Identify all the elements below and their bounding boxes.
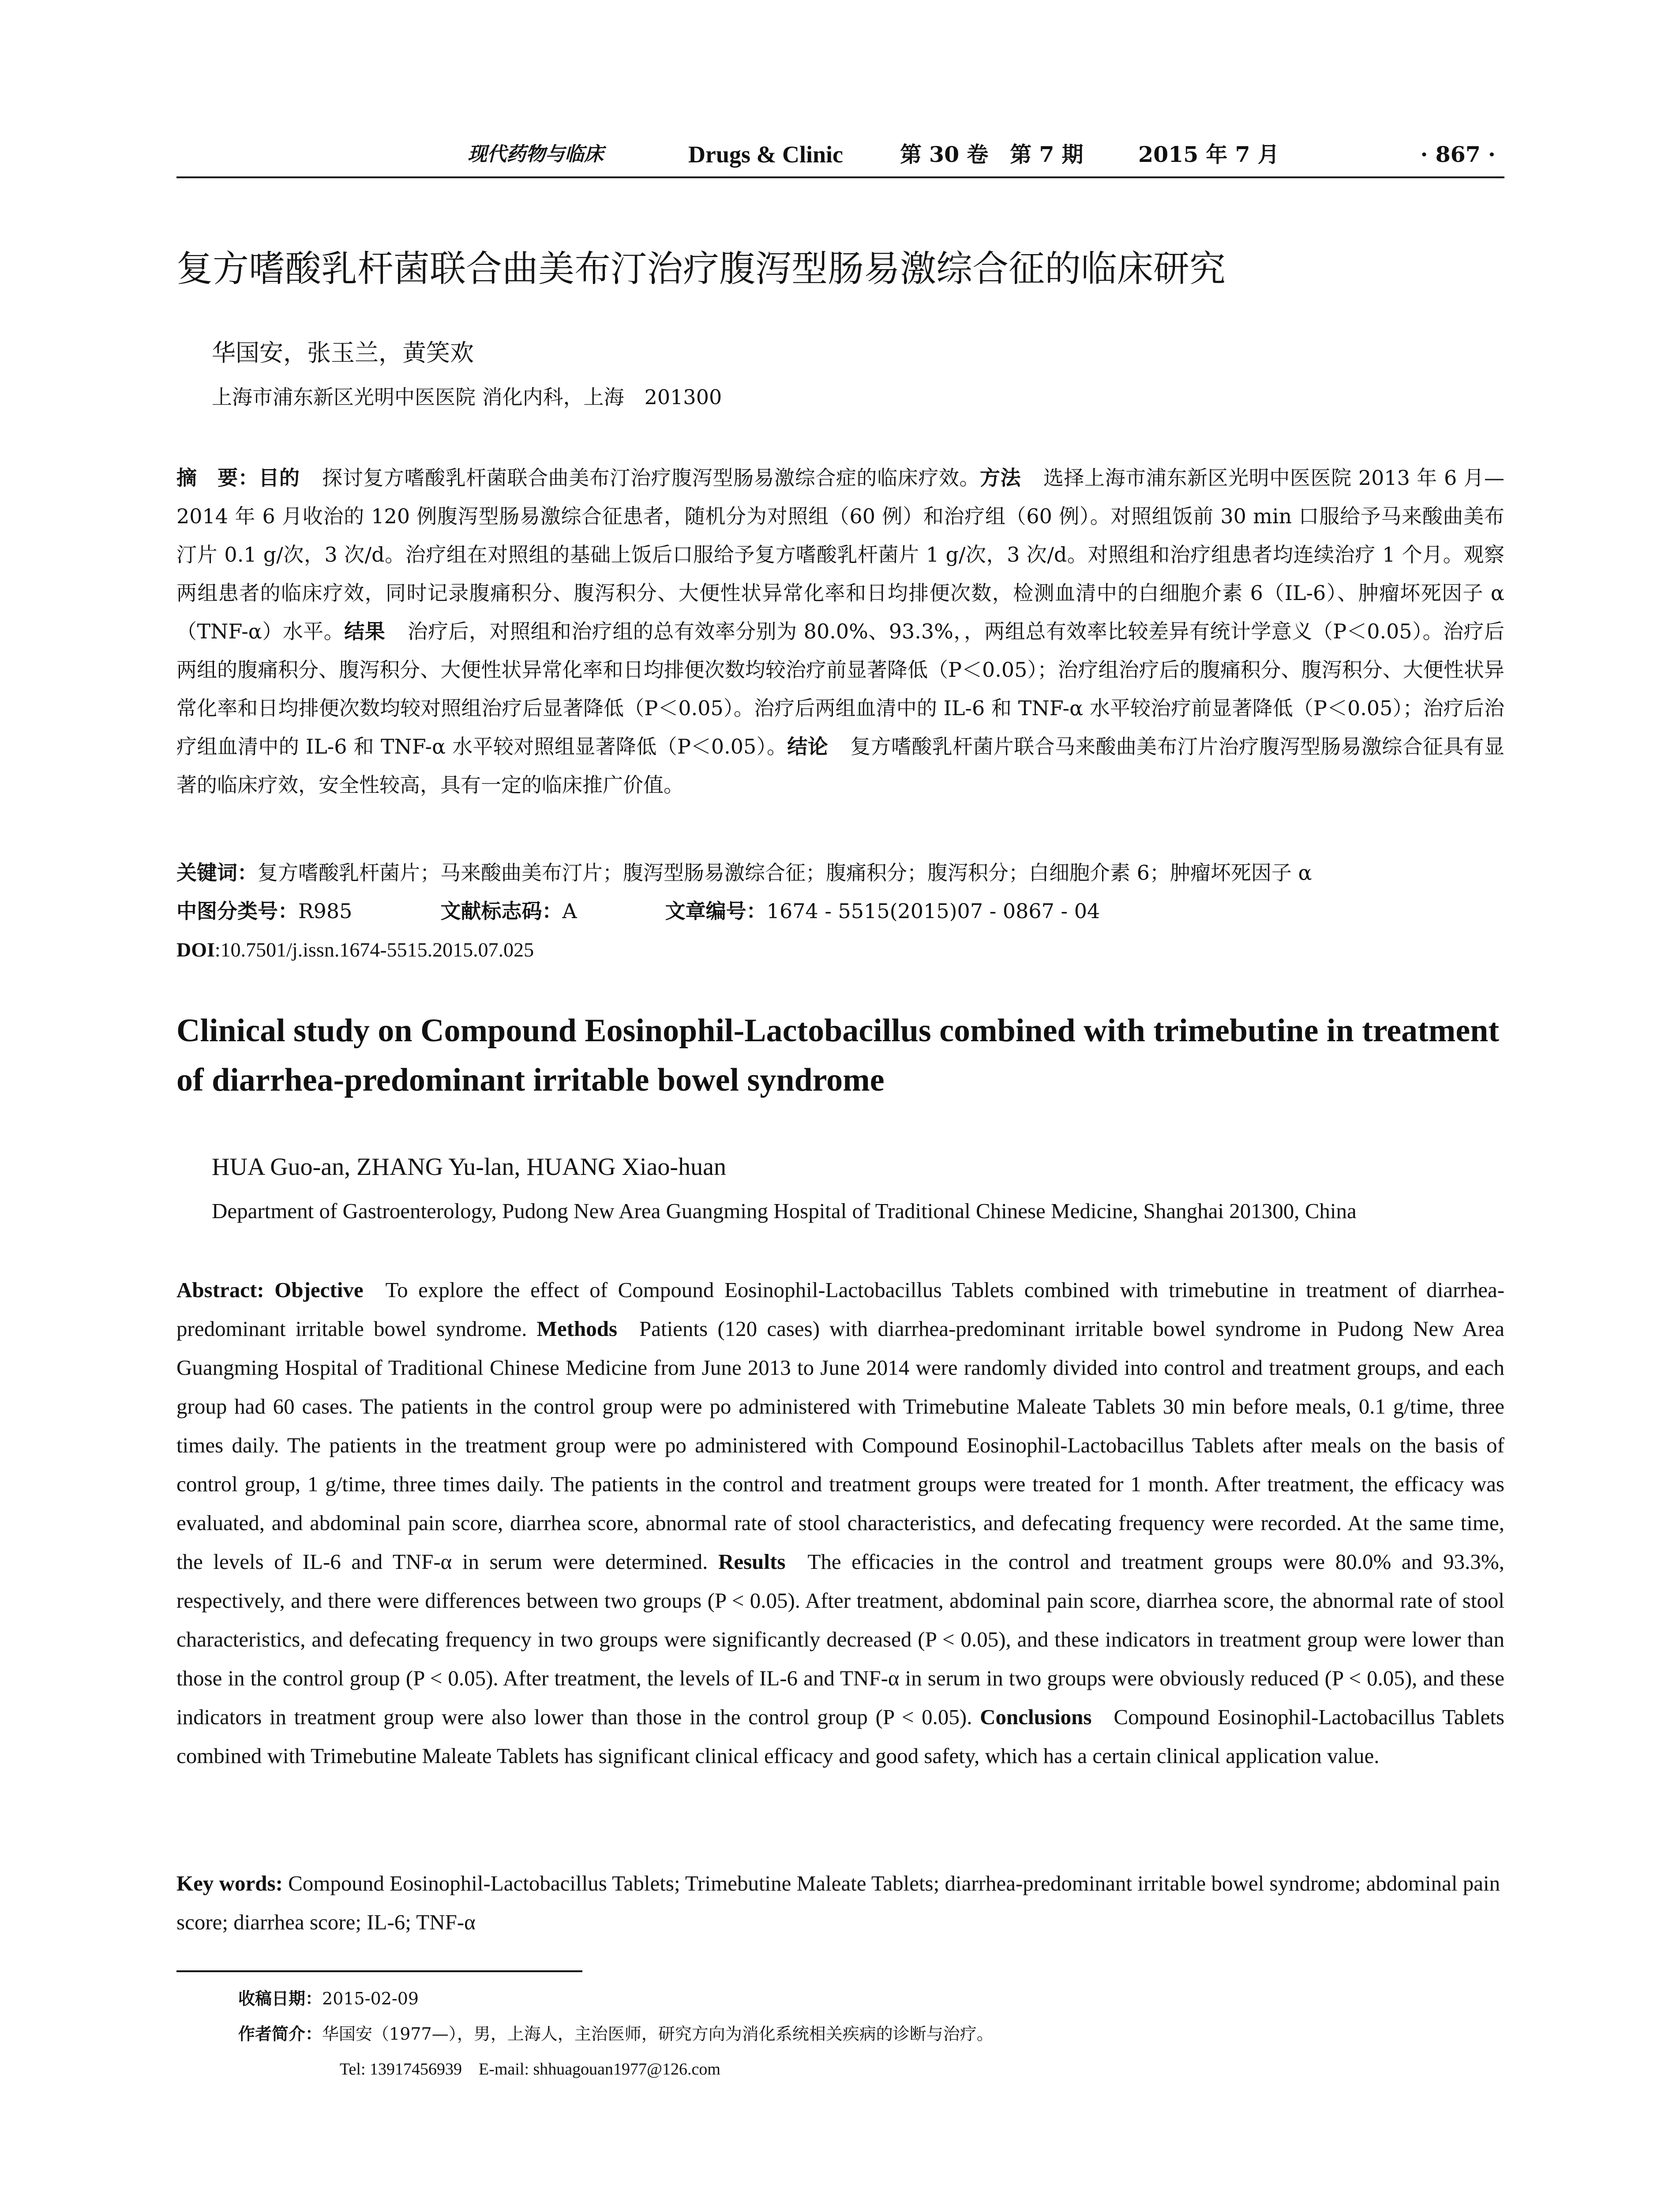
english-abstract [176, 1271, 1504, 1775]
keywords-text-en: Compound Eosinophil-Lactobacillus Tablets; Trimebutine Maleate Tablets; diarrhea-predominant irritable bowel syndrome; abdominal pain score; diarrhea score; IL-6; TNF-α [176, 1871, 1500, 1934]
journal-name-cn: 现代药物与临床 [468, 143, 604, 165]
received-label: 收稿日期： [238, 1989, 322, 2008]
methods-label-en: Methods [536, 1317, 618, 1341]
journal-name-en: Drugs & Clinic [688, 141, 843, 168]
page-number: · 867 · [1420, 142, 1496, 167]
objective-label-cn: 目的 [259, 466, 300, 490]
results-text-en: The efficacies in the control and treatment groups were 80.0% and 93.3%, respectively, and there were differences between two groups (P < 0.05). After treatment, abdominal pain score, diarrhea score, the abnormal rate of stool characteristics, and defecating frequency in two groups were significantly decreased (P < 0.05), and these indicators in treatment group were lower than those in the control group (P < 0.05). After treatment, the levels of IL-6 and TNF-α in serum in two groups were obviously reduced (P < 0.05), and these indicators in treatment group were also lower than those in the control group (P < 0.05). [176, 1549, 1504, 1729]
methods-text-en: Patients (120 cases) with diarrhea-predominant irritable bowel syndrome in Pudong New Area Guangming Hospital of Traditional Chinese Medicine from June 2013 to June 2014 were randomly divided into control and treatment groups, and each group had 60 cases. The patients in the control group were po administered with Trimebutine Maleate Tablets 30 min before meals, 0.1 g/time, three times daily. The patients in the treatment group were po administered with Compound Eosinophil-Lactobacillus Tablets after meals on the basis of control group, 1 g/time, three times daily. The patients in the control and treatment groups were treated for 1 month. After treatment, the efficacy was evaluated, and abdominal pain score, diarrhea score, abnormal rate of stool characteristics, and defecating frequency were recorded. At the same time, the levels of IL-6 and TNF-α in serum were determined. [176, 1317, 1504, 1574]
doi-value: :10.7501/j.issn.1674-5515.2015.07.025 [214, 938, 534, 961]
abstract-objective-label-en: Abstract: Objective [176, 1278, 364, 1302]
objective-text-en: To explore the effect of Compound Eosinophil-Lactobacillus Tablets combined with trimebutine in treatment of diarrhea-predominant irritable bowel syndrome. [176, 1278, 1505, 1341]
received-date-footnote [238, 1981, 419, 2016]
chinese-title: 复方嗜酸乳杆菌联合曲美布汀治疗腹泻型肠易激综合征的临床研究 [176, 248, 1226, 290]
chinese-abstract [176, 459, 1504, 804]
conclusion-label-cn: 结论 [787, 735, 829, 758]
volume-issue: 第 30 卷 第 7 期 [900, 142, 1084, 167]
document-code: A [562, 899, 577, 923]
conclusion-text-cn: 复方嗜酸乳杆菌片联合马来酸曲美布汀片治疗腹泻型肠易激综合征具有显著的临床疗效，安全性较高，具有一定的临床推广价值。 [176, 735, 1505, 797]
author-bio-footnote [238, 2016, 994, 2052]
keywords-label-en: Key words: [176, 1871, 283, 1895]
footnote-divider [176, 1970, 582, 1972]
chinese-affiliation: 上海市浦东新区光明中医医院 消化内科，上海 201300 [212, 385, 722, 409]
classification-line [176, 892, 1100, 930]
conclusions-text-en: Compound Eosinophil-Lactobacillus Tablets combined with Trimebutine Maleate Tablets has significant clinical efficacy and good safety, which has a certain clinical application value. [176, 1705, 1504, 1768]
keywords-label-cn: 关键词： [176, 861, 258, 885]
author-bio: 华国安（1977—），男，上海人，主治医师，研究方向为消化系统相关疾病的诊断与治疗。 [322, 2024, 994, 2044]
english-title: Clinical study on Compound Eosinophil-Lactobacillus combined with trimebutine in treatment of diarrhea-predominant irritable bowel syndrome [176, 1013, 1500, 1098]
conclusions-label-en: Conclusions [980, 1705, 1092, 1729]
received-date: 2015-02-09 [322, 1989, 419, 2008]
methods-text-cn: 选择上海市浦东新区光明中医医院 2013 年 6 月—2014 年 6 月收治的 120 例腹泻型肠易激综合征患者，随机分为对照组（60 例）和治疗组（60 例）。对照组饭前 30 min 口服给予马来酸曲美布汀片 0.1 g/次，3 次/d。治疗组在对照组的基础上饭后口服给予复方嗜酸乳杆菌片 1 g/次，3 次/d。对照组和治疗组患者均连续治疗 1 个月。观察两组患者的临床疗效，同时记录腹痛积分、腹泻积分、大便性状异常化率和日均排便次数，检测血清中的白细胞介素 6（IL-6）、肿瘤坏死因子 α（TNF-α）水平。 [176, 466, 1505, 643]
results-label-cn: 结果 [344, 619, 386, 643]
author-contact: Tel: 13917456939 E-mail: shhuagouan1977@126.com [340, 2060, 720, 2078]
english-authors: HUA Guo-an, ZHANG Yu-lan, HUANG Xiao-huan [212, 1153, 726, 1181]
chinese-authors: 华国安，张玉兰，黄笑欢 [212, 339, 474, 367]
chinese-keywords [176, 854, 1312, 892]
issue-date: 2015 年 7 月 [1138, 142, 1279, 167]
results-text-cn: 治疗后，对照组和治疗组的总有效率分别为 80.0%、93.3%，，两组总有效率比较差异有统计学意义（P＜0.05）。治疗后两组的腹痛积分、腹泻积分、大便性状异常化率和日均排便次数均较治疗前显著降低（P＜0.05）；治疗组治疗后的腹痛积分、腹泻积分、大便性状异常化率和日均排便次数均较对照组治疗后显著降低（P＜0.05）。治疗后两组血清中的 IL-6 和 TNF-α 水平较治疗前显著降低（P＜0.05）；治疗后治疗组血清中的 IL-6 和 TNF-α 水平较对照组显著降低（P＜0.05）。 [176, 619, 1505, 758]
article-id: 1674 - 5515(2015)07 - 0867 - 04 [766, 899, 1100, 923]
english-keywords [176, 1864, 1504, 1942]
doi-label: DOI [176, 938, 215, 961]
objective-text-cn: 探讨复方嗜酸乳杆菌联合曲美布汀治疗腹泻型肠易激综合症的临床疗效。 [322, 466, 980, 490]
author-bio-label: 作者简介： [238, 2024, 322, 2044]
running-header [176, 132, 1504, 178]
methods-label-cn: 方法 [980, 466, 1021, 490]
english-affiliation: Department of Gastroenterology, Pudong New Area Guangming Hospital of Traditional Chinese Medicine, Shanghai 201300, China [212, 1199, 1357, 1223]
document-code-label: 文献标志码： [440, 899, 562, 923]
results-label-en: Results [718, 1549, 786, 1574]
clc-label: 中图分类号： [176, 899, 298, 923]
article-id-label: 文章编号： [665, 899, 767, 923]
clc-number: R985 [298, 899, 352, 923]
doi-line [176, 930, 534, 969]
abstract-label-cn: 摘 要： [176, 466, 259, 490]
keywords-text-cn: 复方嗜酸乳杆菌片；马来酸曲美布汀片；腹泻型肠易激综合征；腹痛积分；腹泻积分；白细胞介素 6；肿瘤坏死因子 α [258, 861, 1312, 885]
